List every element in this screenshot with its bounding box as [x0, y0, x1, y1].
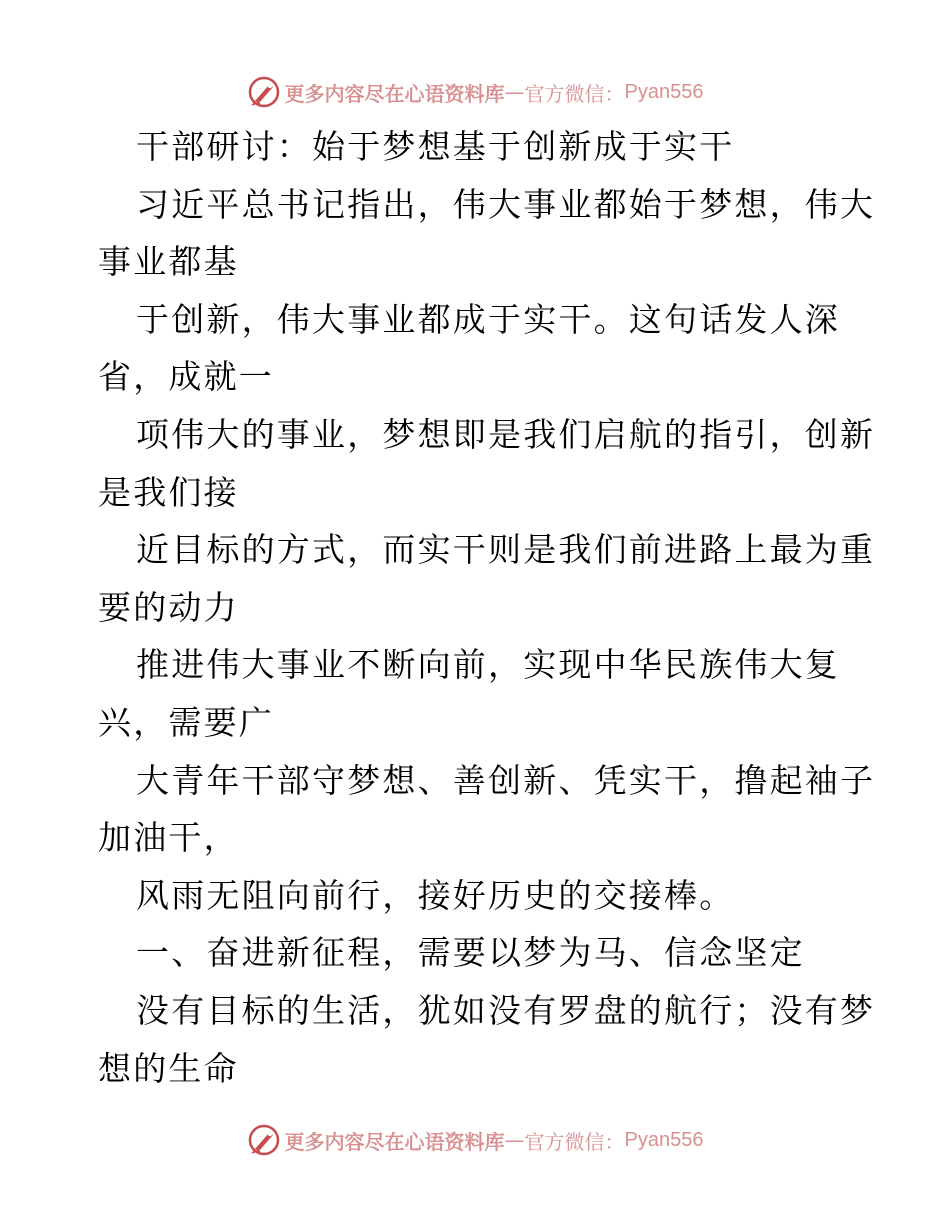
document-title-line: 干部研讨：始于梦想基于创新成于实干: [136, 127, 735, 166]
watermark-dash: —: [504, 1128, 525, 1152]
header-watermark-banner: [0, 70, 950, 114]
text-line: 习近平总书记指出，伟大事业都始于梦想，伟大: [136, 184, 876, 224]
document-body: [98, 118, 876, 1097]
watermark-site-name: 更多内容尽在心语资料库: [284, 81, 505, 106]
watermark-wechat-id: Pyan556: [624, 1128, 704, 1151]
pen-nib-logo-icon: [247, 1123, 281, 1157]
text-line: 大青年干部守梦想、善创新、凭实干，撸起袖子: [136, 760, 876, 800]
watermark-wechat-label: 官方微信：: [524, 81, 625, 106]
text-line: 于创新，伟大事业都成于实干。这句话发人深: [136, 299, 840, 339]
text-line: 风雨无阻向前行，接好历史的交接棒。: [136, 875, 735, 915]
text-line: 项伟大的事业，梦想即是我们启航的指引，创新: [136, 414, 876, 454]
text-line: 是我们接: [98, 472, 239, 512]
text-line: 没有目标的生活，犹如没有罗盘的航行；没有梦: [136, 990, 876, 1030]
text-line: 要的动力: [98, 587, 239, 627]
text-line: 推进伟大事业不断向前，实现中华民族伟大复: [136, 645, 840, 685]
watermark-wechat-label: 官方微信：: [524, 1129, 625, 1154]
text-line: 省，成就一: [98, 357, 274, 397]
text-line: 加油干，: [98, 818, 239, 858]
text-line: 一、奋进新征程，需要以梦为马、信念坚定: [136, 933, 805, 973]
text-line: 兴，需要广: [98, 702, 274, 742]
footer-watermark-banner: [0, 1118, 950, 1162]
text-line: 近目标的方式，而实干则是我们前进路上最为重: [136, 530, 876, 570]
text-line: 事业都基: [98, 242, 239, 282]
watermark-dash: —: [504, 80, 525, 104]
watermark-wechat-id: Pyan556: [624, 80, 704, 103]
watermark-site-name: 更多内容尽在心语资料库: [284, 1129, 505, 1154]
text-line: 想的生命: [98, 1048, 239, 1088]
pen-nib-logo-icon: [247, 75, 281, 109]
